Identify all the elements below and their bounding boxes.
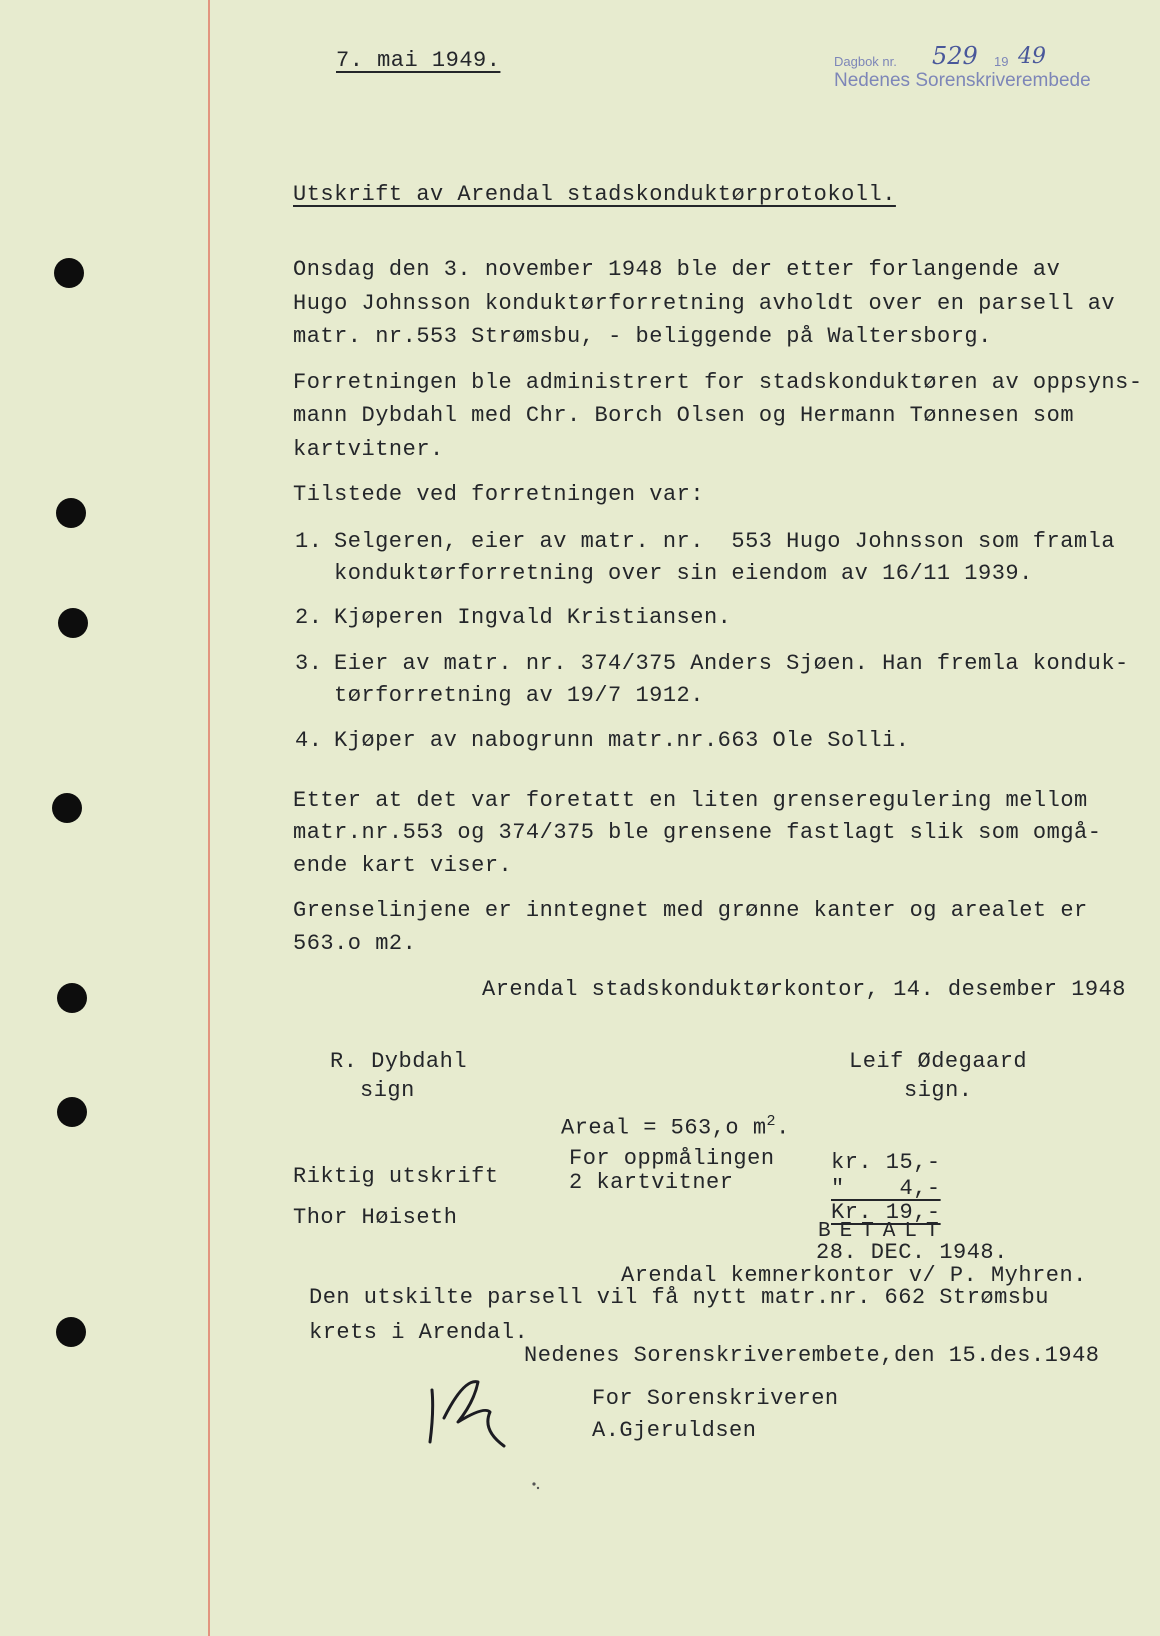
area-line [561, 1113, 790, 1140]
fee-amount: kr. 15,- [831, 1150, 941, 1175]
list-number: 3. [295, 651, 323, 676]
paid-date: 28. DEC. 1948. [816, 1240, 1008, 1265]
right-signatory-name: Leif Ødegaard [849, 1049, 1028, 1074]
ink-specks [530, 1480, 542, 1492]
list-item-line: Eier av matr. nr. 374/375 Anders Sjøen. Han fremla konduk- [334, 651, 1129, 676]
area-end: . [776, 1115, 790, 1141]
body-line: matr.nr.553 og 374/375 ble grensene fastlagt slik som omgå- [293, 820, 1102, 845]
list-number: 2. [295, 605, 323, 630]
binder-hole [56, 1317, 86, 1347]
list-item-line: tørforretning av 19/7 1912. [334, 683, 704, 708]
binder-hole [56, 498, 86, 528]
present-intro: Tilstede ved forretningen var: [293, 482, 705, 507]
court-office-date: Nedenes Sorenskriverembete,den 15.des.1948 [524, 1343, 1100, 1368]
list-item-line: Kjøperen Ingvald Kristiansen. [334, 605, 732, 630]
binder-hole [57, 1097, 87, 1127]
closing-note-line: krets i Arendal. [309, 1320, 529, 1345]
body-line: Forretningen ble administrert for stadskonduktøren av oppsyns- [293, 370, 1143, 395]
list-item-line: Selgeren, eier av matr. nr. 553 Hugo Johnsson som framla [334, 529, 1116, 554]
fee-total: Kr. 19,- [831, 1200, 941, 1225]
handwritten-initials [424, 1372, 514, 1452]
binder-hole [52, 793, 82, 823]
body-line: matr. nr.553 Strømsbu, - beliggende på Waltersborg. [293, 324, 992, 349]
margin-rule [208, 0, 210, 1636]
certification-name: Thor Høiseth [293, 1205, 458, 1230]
page-date: 7. mai 1949. [336, 48, 501, 73]
stamp-label: Dagbok nr. [834, 54, 897, 69]
place-date-line: Arendal stadskonduktørkontor, 14. desember 1948 [482, 977, 1127, 1002]
list-number: 1. [295, 529, 323, 554]
stamp-year-suffix: 49 [1018, 44, 1046, 69]
list-number: 4. [295, 728, 323, 753]
document-heading: Utskrift av Arendal stadskonduktørprotokoll. [293, 182, 896, 207]
body-line: Grenselinjene er inntegnet med grønne kanter og arealet er [293, 898, 1088, 923]
stamp-year-prefix: 19 [994, 54, 1009, 69]
area-text: Areal = 563,o m [561, 1115, 767, 1141]
body-line: mann Dybdahl med Chr. Borch Olsen og Hermann Tønnesen som [293, 403, 1075, 428]
fee-label: 2 kartvitner [569, 1170, 734, 1195]
body-line: ende kart viser. [293, 853, 513, 878]
binder-hole [54, 258, 84, 288]
body-line: 563.o m2. [293, 931, 417, 956]
stamp-number: 529 [932, 42, 978, 70]
paid-stamp: BETALT [818, 1220, 948, 1243]
journal-stamp [834, 42, 1154, 96]
left-signatory-sign: sign [360, 1078, 415, 1103]
closing-note-line: Den utskilte parsell vil få nytt matr.nr. 662 Strømsbu [309, 1285, 1049, 1310]
right-signatory-sign: sign. [904, 1078, 973, 1103]
registrar-signer: A.Gjeruldsen [592, 1418, 757, 1443]
stamp-office: Nedenes Sorenskriverembede [834, 70, 1091, 91]
binder-hole [58, 608, 88, 638]
area-superscript: 2 [766, 1113, 777, 1130]
for-registrar: For Sorenskriveren [592, 1386, 839, 1411]
body-line: Etter at det var foretatt en liten grenseregulering mellom [293, 788, 1088, 813]
tax-office-line: Arendal kemnerkontor v/ P. Myhren. [621, 1263, 1087, 1288]
left-signatory-name: R. Dybdahl [330, 1049, 468, 1074]
fee-label: For oppmålingen [569, 1146, 775, 1171]
certification-label: Riktig utskrift [293, 1164, 499, 1189]
list-item-line: konduktørforretning over sin eiendom av 16/11 1939. [334, 561, 1033, 586]
binder-hole [57, 983, 87, 1013]
body-line: Onsdag den 3. november 1948 ble der etter forlangende av [293, 257, 1061, 282]
list-item-line: Kjøper av nabogrunn matr.nr.663 Ole Solli. [334, 728, 910, 753]
fee-amount: " 4,- [831, 1176, 941, 1201]
body-line: Hugo Johnsson konduktørforretning avholdt over en parsell av [293, 291, 1116, 316]
body-line: kartvitner. [293, 437, 444, 462]
